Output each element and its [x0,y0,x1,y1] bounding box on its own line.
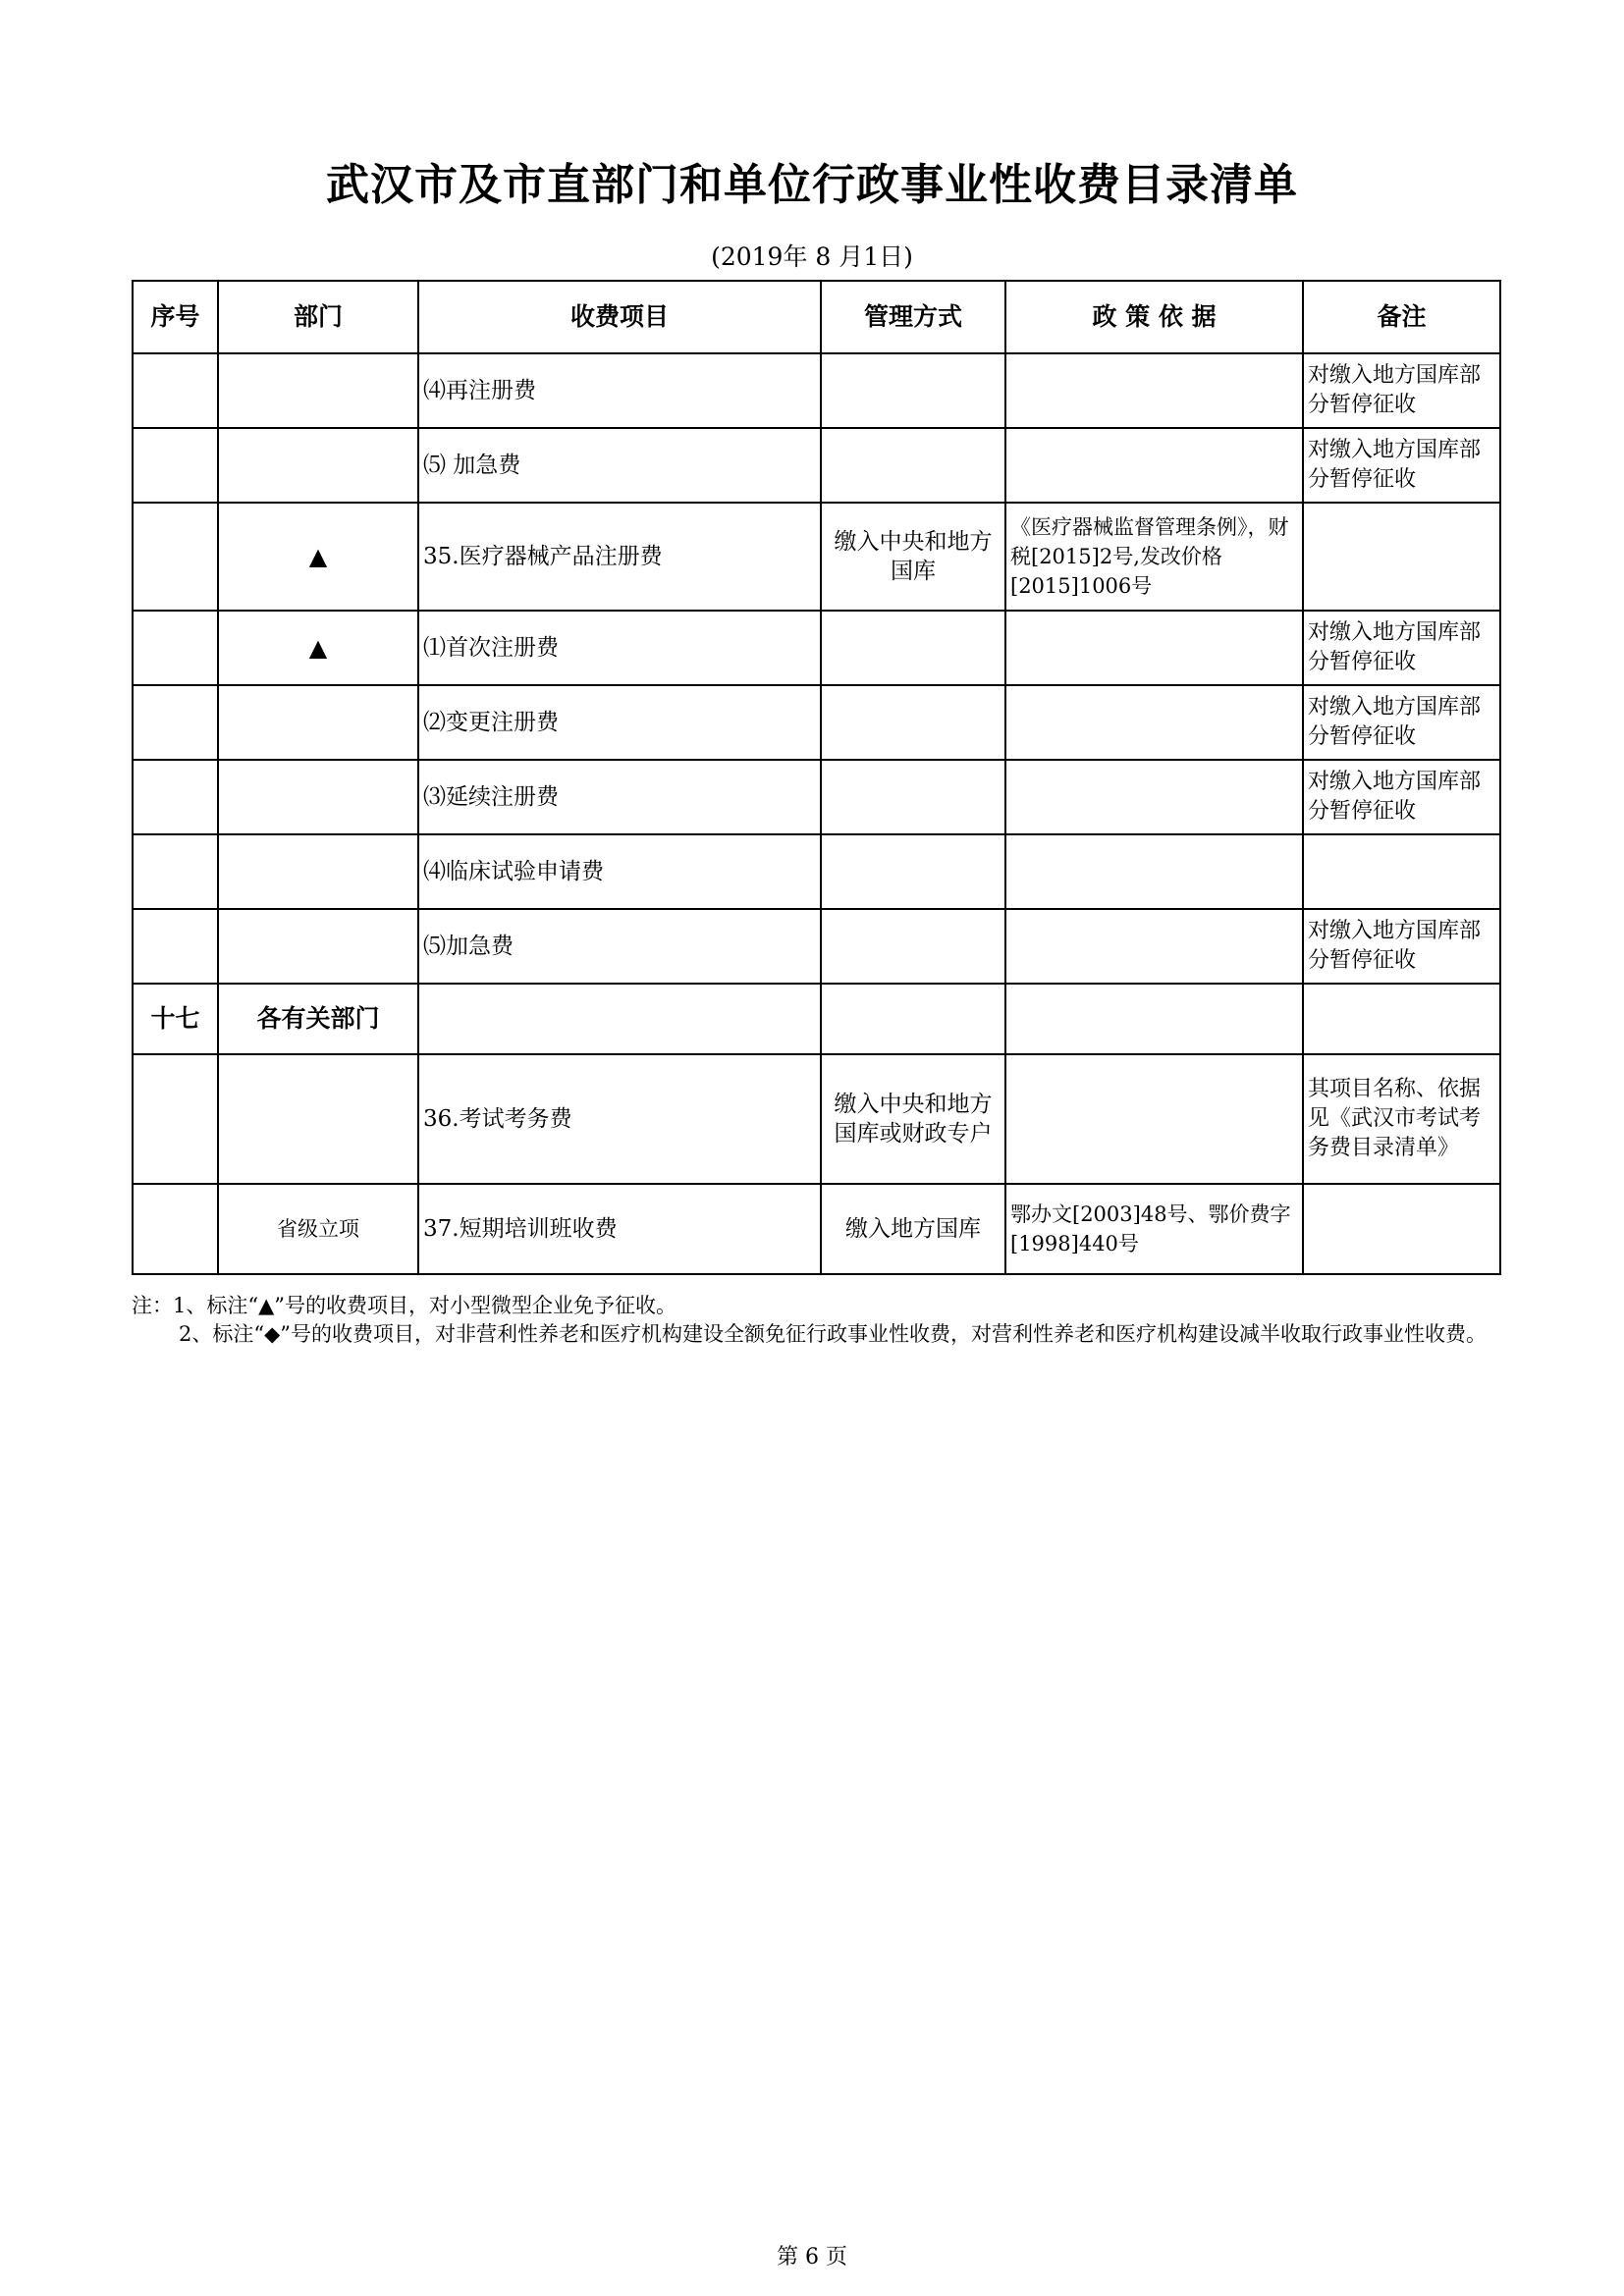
footnote-2: 2、标注“◆”号的收费项目，对非营利性养老和医疗机构建设全额免征行政事业性收费，对营利性养老和医疗机构建设减半收取行政事业性收费。 [179,1322,1487,1346]
footnote-1: 注：1、标注“▲”号的收费项目，对小型微型企业免予征收。 [132,1294,677,1317]
footnotes [132,1292,1506,1349]
cell-item: ⑴首次注册费 [418,611,821,685]
table-row [133,1054,1500,1184]
triangle-marker-icon: ▲ [218,611,418,685]
table-row [133,611,1500,685]
cell-dept [218,685,418,760]
cell-dept [218,353,418,428]
cell-policy [1005,760,1303,834]
cell-mgmt [821,760,1005,834]
cell-seq [133,503,218,611]
cell-seq [133,353,218,428]
header-policy: 政 策 依 据 [1005,281,1303,353]
cell-remark [1303,984,1500,1054]
table-row [133,1184,1500,1274]
table-row [133,834,1500,909]
cell-remark: 对缴入地方国库部分暂停征收 [1303,428,1500,503]
cell-item: ⑸ 加急费 [418,428,821,503]
cell-remark [1303,503,1500,611]
table-row [133,353,1500,428]
cell-item: ⑶延续注册费 [418,760,821,834]
cell-item: ⑵变更注册费 [418,685,821,760]
cell-remark [1303,834,1500,909]
cell-policy [1005,984,1303,1054]
cell-policy [1005,834,1303,909]
cell-dept [218,1054,418,1184]
cell-policy: 鄂办文[2003]48号、鄂价费字[1998]440号 [1005,1184,1303,1274]
cell-item [418,984,821,1054]
header-remark: 备注 [1303,281,1500,353]
cell-policy [1005,909,1303,984]
cell-item: 35.医疗器械产品注册费 [418,503,821,611]
cell-mgmt [821,428,1005,503]
cell-mgmt [821,984,1005,1054]
cell-policy [1005,685,1303,760]
cell-mgmt [821,353,1005,428]
cell-mgmt [821,909,1005,984]
document-date: (2019年 8 月1日) [711,242,913,271]
table-row [133,503,1500,611]
header-seq: 序号 [133,281,218,353]
cell-seq: 十七 [133,984,218,1054]
cell-policy [1005,1054,1303,1184]
cell-mgmt [821,611,1005,685]
cell-policy: 《医疗器械监督管理条例》，财税[2015]2号,发改价格[2015]1006号 [1005,503,1303,611]
cell-seq [133,1184,218,1274]
cell-mgmt: 缴入中央和地方国库或财政专户 [821,1054,1005,1184]
cell-mgmt [821,834,1005,909]
cell-remark: 对缴入地方国库部分暂停征收 [1303,685,1500,760]
cell-seq [133,909,218,984]
cell-policy [1005,611,1303,685]
cell-mgmt [821,685,1005,760]
cell-policy [1005,353,1303,428]
cell-seq [133,760,218,834]
cell-remark: 对缴入地方国库部分暂停征收 [1303,760,1500,834]
header-mgmt: 管理方式 [821,281,1005,353]
cell-mgmt: 缴入中央和地方国库 [821,503,1005,611]
table-row-section [133,984,1500,1054]
table-row [133,685,1500,760]
cell-seq [133,1054,218,1184]
cell-dept [218,428,418,503]
cell-item: 37.短期培训班收费 [418,1184,821,1274]
page-title: 武汉市及市直部门和单位行政事业性收费目录清单 [326,160,1298,210]
cell-item: ⑷临床试验申请费 [418,834,821,909]
cell-remark: 其项目名称、依据见《武汉市考试考务费目录清单》 [1303,1054,1500,1184]
page-number: 第 6 页 [777,2245,847,2269]
cell-dept: 省级立项 [218,1184,418,1274]
cell-mgmt: 缴入地方国库 [821,1184,1005,1274]
table-row [133,909,1500,984]
cell-dept [218,909,418,984]
header-item: 收费项目 [418,281,821,353]
cell-seq [133,834,218,909]
cell-remark: 对缴入地方国库部分暂停征收 [1303,909,1500,984]
cell-item: 36.考试考务费 [418,1054,821,1184]
cell-remark: 对缴入地方国库部分暂停征收 [1303,353,1500,428]
cell-dept: 各有关部门 [218,984,418,1054]
cell-remark [1303,1184,1500,1274]
cell-item: ⑷再注册费 [418,353,821,428]
table-row [133,760,1500,834]
cell-seq [133,428,218,503]
cell-remark: 对缴入地方国库部分暂停征收 [1303,611,1500,685]
cell-seq [133,611,218,685]
cell-policy [1005,428,1303,503]
table-header-row [133,281,1500,353]
triangle-marker-icon: ▲ [218,503,418,611]
cell-seq [133,685,218,760]
header-dept: 部门 [218,281,418,353]
table-row [133,428,1500,503]
cell-item: ⑸加急费 [418,909,821,984]
cell-dept [218,834,418,909]
fee-catalog-table [132,280,1501,1275]
cell-dept [218,760,418,834]
